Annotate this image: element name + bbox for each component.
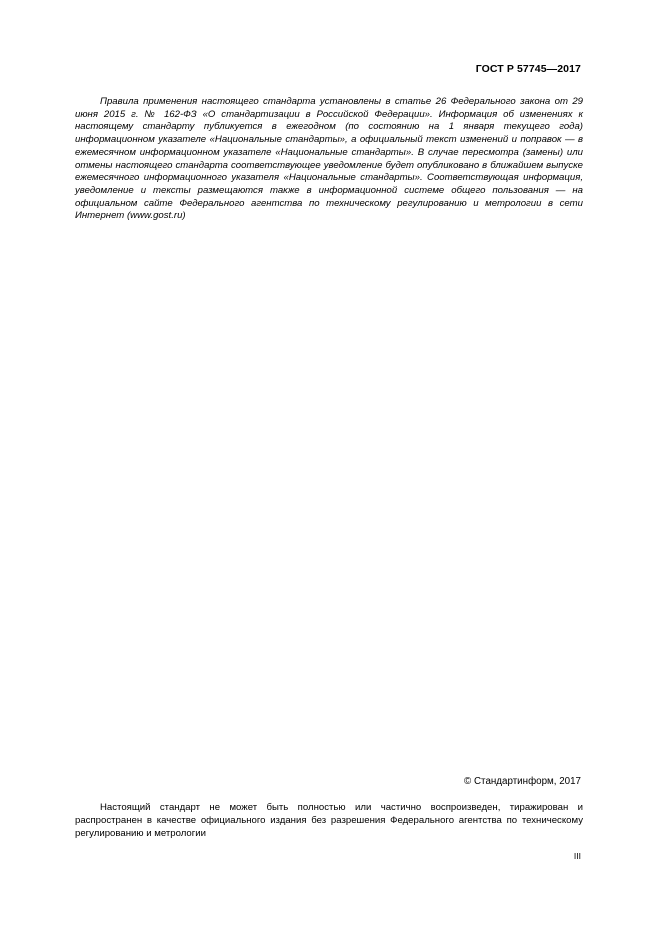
copyright-notice: © Стандартинформ, 2017 [464,776,581,787]
reproduction-section [75,801,583,840]
intro-paragraph: Правила применения настоящего стандарта установлены в статье 26 Федерального закона от 29 июня 2015 г. № 162-ФЗ «О стандартизации в Российской Федерации». Информация об изменениях к настоящему стандарту публикуется в ежегодном (по состоянию на 1 января текущего года) информационном указателе «Национальные стандарты», а официальный текст изменений и поправок — в ежемесячном информационном указателе «Национальные стандарты». В случае пересмотра (замены) или отмены настоящего стандарта соответствующее уведомление будет опубликовано в ближайшем выпуске ежемесячного информационного указателя «Национальные стандарты». Соответствующая информация, уведомление и тексты размещаются также в информационной системе общего пользования — на официальном сайте Федерального агентства по техническому регулированию и метрологии в сети Интернет (www.gost.ru) [75,96,583,222]
reproduction-notice: Настоящий стандарт не может быть полностью или частично воспроизведен, тиражирован и распространен в качестве официального издания без разрешения Федерального агентства по техническому регулированию и метрологии [75,802,583,839]
document-code: ГОСТ Р 57745—2017 [475,63,581,75]
page-number: III [573,851,581,861]
intro-section [75,96,583,223]
